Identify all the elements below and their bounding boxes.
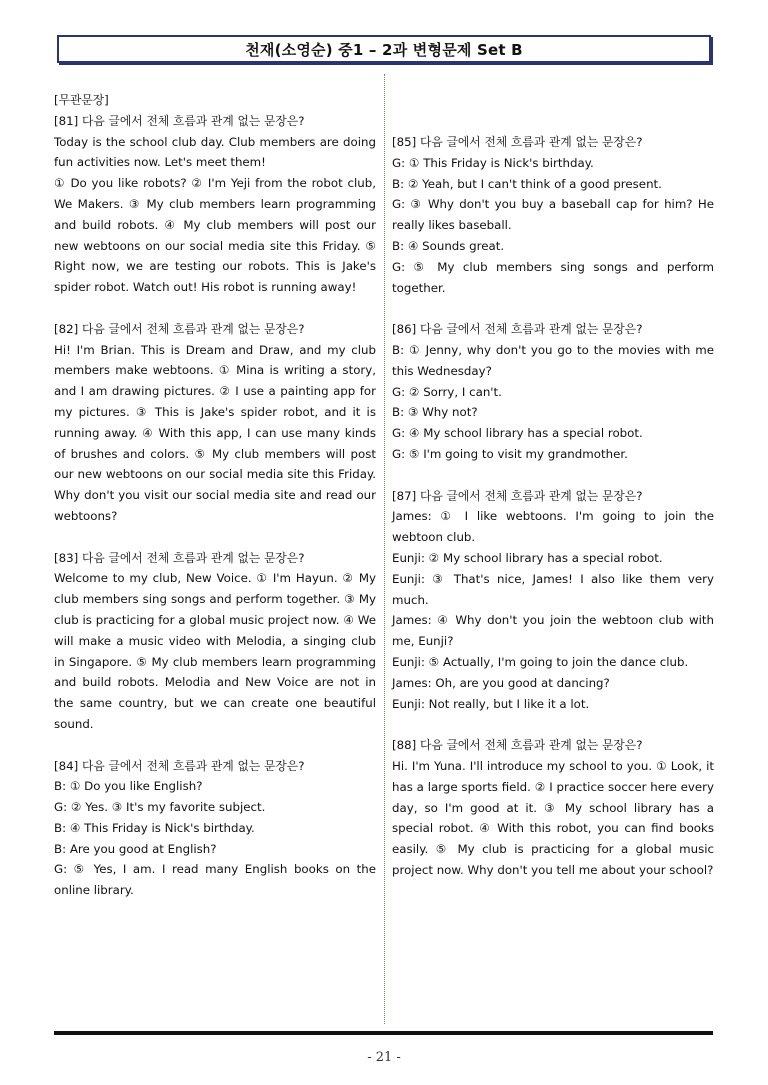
question-title: [85] 다음 글에서 전체 흐름과 관계 없는 문장은? [392, 135, 643, 149]
question-text: B: ③ Why not? [392, 405, 478, 420]
question-text: G: ⑤ Yes, I am. I read many English books on the online library. [54, 862, 376, 898]
question-text: B: ① Do you like English? [54, 779, 203, 794]
question-text: G: ⑤ I'm going to visit my grandmother. [392, 446, 628, 461]
question-text: Hi! I'm Brian. This is Dream and Draw, and my club members make webtoons. ① Mina is writing a story, and I am drawing pictures. ② I use a painting app for my pictures. ③ This is Jake's spider robot, and it is running away. ④ With this app, I can use many kinds of brushes and colors. ⑤ My club members will post our new webtoons on our social media site this Friday. Why don't you visit our social media site and read our webtoons? [54, 342, 376, 523]
question-text: B: ④ This Friday is Nick's birthday. [54, 820, 255, 835]
question-text: Welcome to my club, New Voice. ① I'm Hayun. ② My club members sing songs and perform together. ③ My club is practicing for a global music project now. ④ We will make a music video with Melodia, a singing club in Singapore. ⑤ My club members learn programming and build robots. Melodia and New Voice are not in the same country, but we can create one beautiful sound. [54, 571, 376, 731]
column-divider [384, 74, 385, 1024]
question-title: [84] 다음 글에서 전체 흐름과 관계 없는 문장은? [54, 758, 305, 773]
question-block [54, 111, 376, 298]
question-title: [82] 다음 글에서 전체 흐름과 관계 없는 문장은? [54, 321, 305, 336]
question-block [54, 756, 376, 902]
question-title: [83] 다음 글에서 전체 흐름과 관계 없는 문장은? [54, 550, 305, 565]
left-column [54, 90, 376, 922]
bottom-rule [54, 1031, 713, 1035]
question-text: Eunji: ② My school library has a special robot. [392, 550, 663, 565]
right-question-list [392, 132, 714, 881]
question-title: [88] 다음 글에서 전체 흐름과 관계 없는 문장은? [392, 738, 643, 753]
question-text: G: ③ Why don't you buy a baseball cap for him? He really likes baseball. [392, 197, 714, 233]
question-text: B: Are you good at English? [54, 841, 217, 856]
question-text: Eunji: ⑤ Actually, I'm going to join the dance club. [392, 654, 689, 669]
question-block [392, 319, 714, 465]
question-block [392, 486, 714, 715]
question-title: [86] 다음 글에서 전체 흐름과 관계 없는 문장은? [392, 322, 643, 337]
question-text: B: ② Yeah, but I can't think of a good present. [392, 176, 662, 191]
question-text: Eunji: ③ That's nice, James! I also like them very much. [392, 571, 714, 607]
section-label: [무관문장] [54, 93, 109, 107]
question-text: G: ② Yes. ③ It's my favorite subject. [54, 800, 266, 815]
question-text: Hi. I'm Yuna. I'll introduce my school to you. ① Look, it has a large sports field. ② I practice soccer here every day, so I'm good at it. ③ My school library has a special robot. ④ With this robot, you can find books easily. ⑤ My club is practicing for a global music project now. Why don't you tell me about your school? [392, 758, 714, 877]
question-text: B: ④ Sounds great. [392, 238, 505, 253]
question-title: [81] 다음 글에서 전체 흐름과 관계 없는 문장은? [54, 113, 305, 128]
question-text: James: Oh, are you good at dancing? [392, 675, 610, 690]
page-number: - 21 - [367, 1050, 401, 1065]
question-text: G: ④ My school library has a special robot. [392, 426, 643, 441]
header-title: 천재(소영순) 중1 – 2과 변형문제 Set B [245, 40, 523, 59]
question-text: James: ① I like webtoons. I'm going to join the webtoon club. [392, 509, 714, 545]
question-text: G: ① This Friday is Nick's birthday. [392, 155, 594, 170]
page-header [57, 35, 711, 63]
right-column [392, 132, 714, 901]
question-text: B: ① Jenny, why don't you go to the movies with me this Wednesday? [392, 342, 714, 378]
question-text: G: ② Sorry, I can't. [392, 384, 502, 399]
question-text: Today is the school club day. Club members are doing fun activities now. Let's meet them! [54, 134, 376, 170]
question-block [392, 735, 714, 881]
question-text: Eunji: Not really, but I like it a lot. [392, 696, 590, 711]
question-title: [87] 다음 글에서 전체 흐름과 관계 없는 문장은? [392, 488, 643, 503]
question-text: ① Do you like robots? ② I'm Yeji from the robot club, We Makers. ③ My club members learn programming and build robots. ④ My club members will post our new webtoons on our social media site this Friday. ⑤ Right now, we are testing our robots. This is Jake's spider robot. Watch out! His robot is running away! [54, 176, 376, 295]
question-block [54, 548, 376, 735]
question-block [54, 319, 376, 527]
question-text: G: ⑤ My club members sing songs and perform together. [392, 259, 714, 295]
question-text: James: ④ Why don't you join the webtoon club with me, Eunji? [392, 613, 714, 649]
left-question-list [54, 111, 376, 901]
question-block [392, 132, 714, 298]
